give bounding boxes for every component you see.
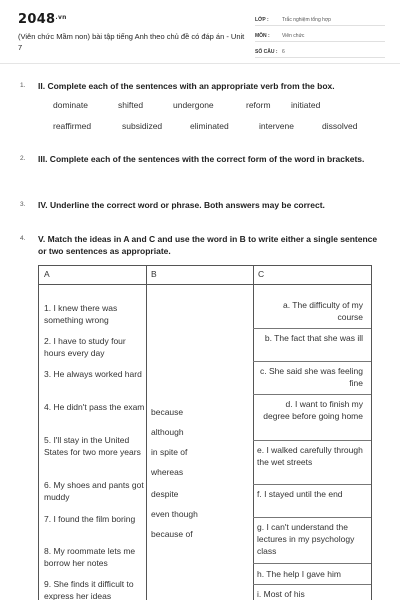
page-header: [0, 0, 400, 64]
column-c-divider: [253, 328, 371, 329]
meta-class-label: LỚP :: [255, 16, 269, 23]
column-c-item: a. The difficulty of my course: [283, 300, 363, 322]
column-a-item: 2. I have to study four hours every day: [44, 336, 126, 358]
column-divider: [253, 266, 254, 600]
matching-table: [38, 265, 372, 600]
column-a-item: 8. My roommate lets me borrow her notes: [44, 546, 136, 568]
logo-text: 2048: [18, 12, 56, 27]
word-item: reform: [246, 100, 271, 110]
column-c-divider: [253, 484, 371, 485]
column-a-item: 3. He always worked hard: [44, 369, 142, 379]
column-c-divider: [253, 394, 371, 395]
meta-count-row: [255, 46, 385, 58]
column-c-divider: [253, 440, 371, 441]
question-text: V. Match the ideas in A and C and use the word in B to write either a single sentence or two sentences as appropriate.: [38, 234, 378, 256]
column-c-item: c. She said she was feeling fine: [259, 366, 363, 388]
meta-subject-label: MÔN :: [255, 32, 270, 39]
meta-subject-row: [255, 30, 385, 42]
meta-class-value: Trắc nghiệm tổng hợp: [282, 16, 331, 23]
column-c-item: e. I walked carefully through the wet streets: [257, 445, 363, 467]
question-2: [20, 153, 380, 179]
meta-subject-value: Viên chức: [282, 32, 305, 39]
column-c-item: b. The fact that she was ill: [264, 333, 363, 343]
word-item: dissolved: [322, 121, 358, 131]
meta-count-label: SỐ CÂU :: [255, 48, 278, 55]
column-b-item: in spite of: [151, 447, 188, 457]
word-item: eliminated: [190, 121, 229, 131]
column-c-item: h. The help I gave him: [257, 569, 341, 579]
column-c-item: i. Most of his: [257, 589, 305, 599]
word-item: undergone: [173, 100, 214, 110]
word-box-row: [50, 100, 370, 112]
word-item: reaffirmed: [53, 121, 92, 131]
column-a-item: 7. I found the film boring: [44, 514, 136, 524]
column-a-header: A: [44, 269, 50, 279]
question-text: IV. Underline the correct word or phrase. Both answers may be correct.: [38, 200, 325, 210]
word-item: shifted: [118, 100, 144, 110]
question-number: 4.: [20, 235, 26, 242]
question-4: [20, 233, 380, 259]
column-b-item: because: [151, 407, 184, 417]
column-b-item: although: [151, 427, 184, 437]
column-b-item: because of: [151, 529, 193, 539]
column-b-header: B: [151, 269, 157, 279]
question-3: [20, 199, 380, 213]
column-c-item: g. I can't understand the lectures in my psychology class: [257, 522, 355, 556]
question-number: 2.: [20, 155, 26, 162]
meta-count-value: 6: [282, 48, 285, 55]
column-c-divider: [253, 584, 371, 585]
word-box-row: [50, 121, 370, 133]
document-meta: [255, 14, 385, 62]
question-1: [20, 80, 380, 94]
word-box: [50, 100, 370, 134]
word-item: initiated: [291, 100, 321, 110]
document-title: (Viên chức Mầm non) bài tập tiếng Anh theo chủ đề có đáp án - Unit 7: [18, 32, 245, 52]
site-logo[interactable]: [18, 12, 67, 27]
column-c-header: C: [258, 269, 265, 279]
column-c-divider: [253, 563, 371, 564]
logo-suffix: .vn: [55, 14, 67, 21]
column-c-item: d. I want to finish my degree before going home: [263, 399, 363, 421]
column-c-divider: [253, 361, 371, 362]
column-b-item: despite: [151, 489, 179, 499]
word-item: intervene: [259, 121, 294, 131]
word-item: dominate: [53, 100, 88, 110]
column-c-item: f. I stayed until the end: [257, 489, 343, 499]
header-divider: [39, 284, 371, 285]
column-b-item: whereas: [151, 467, 184, 477]
column-a-item: 4. He didn't pass the exam: [44, 402, 145, 412]
column-a-item: 6. My shoes and pants got muddy: [44, 480, 144, 502]
column-a-item: 1. I knew there was something wrong: [44, 303, 118, 325]
column-c-divider: [253, 517, 371, 518]
question-number: 3.: [20, 201, 26, 208]
question-number: 1.: [20, 82, 26, 89]
question-text: III. Complete each of the sentences with the correct form of the word in brackets.: [38, 154, 365, 164]
meta-class-row: [255, 14, 385, 26]
question-text: II. Complete each of the sentences with an appropriate verb from the box.: [38, 81, 335, 91]
column-b-item: even though: [151, 509, 198, 519]
word-item: subsidized: [122, 121, 163, 131]
column-a-item: 5. I'll stay in the United States for two more years: [44, 435, 141, 457]
column-a-item: 9. She finds it difficult to express her ideas: [44, 579, 134, 600]
